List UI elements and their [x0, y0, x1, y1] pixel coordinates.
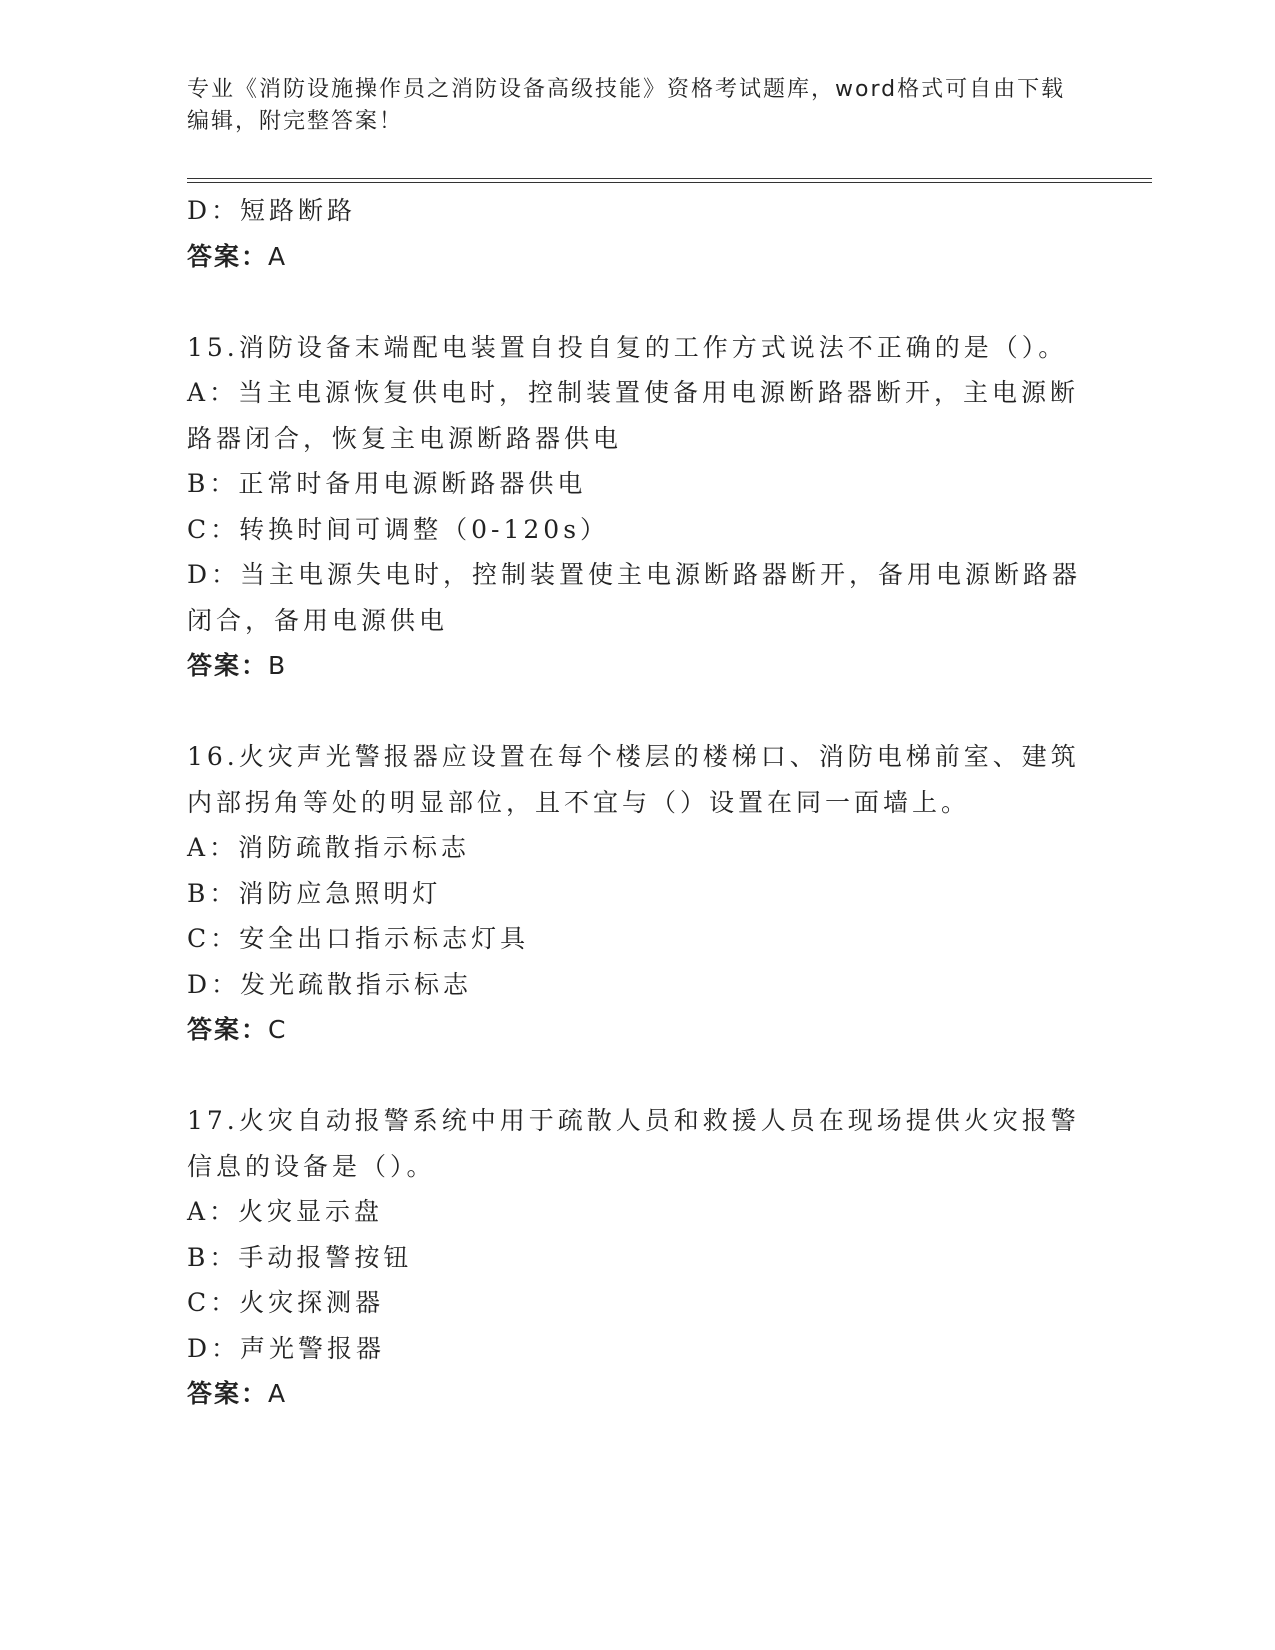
answer-label: 答案：	[187, 1379, 269, 1408]
answer-label: 答案：	[187, 241, 269, 271]
question-15	[187, 325, 1087, 689]
answer-value: B	[268, 651, 288, 680]
continued-option-d: D：短路断路	[187, 196, 357, 225]
question-option-c: C：转换时间可调整（0-120s）	[187, 514, 610, 544]
header-rule-top	[187, 178, 1152, 179]
continued-answer	[187, 234, 1087, 280]
answer-value: C	[268, 1015, 288, 1044]
question-answer	[187, 1007, 1087, 1053]
question-option-d: D：当主电源失电时，控制装置使主电源断路器断开，备用电源断路器闭合，备用电源供电	[187, 560, 1082, 635]
question-option-d: D：声光警报器	[187, 1333, 386, 1363]
question-answer	[187, 643, 1087, 689]
answer-label: 答案：	[187, 1015, 269, 1044]
spacer	[187, 689, 1087, 735]
question-stem: 16.火灾声光警报器应设置在每个楼层的楼梯口、消防电梯前室、建筑内部拐角等处的明显部位，且不宜与（）设置在同一面墙上。	[187, 742, 1080, 817]
question-option-c: C：安全出口指示标志灯具	[187, 924, 530, 953]
answer-value: A	[268, 1379, 288, 1408]
document-body	[187, 188, 1087, 1417]
question-17	[187, 1098, 1087, 1417]
document-header: 专业《消防设施操作员之消防设备高级技能》资格考试题库，word格式可自由下载编辑，附完整答案！	[187, 77, 1066, 134]
question-stem: 17.火灾自动报警系统中用于疏散人员和救援人员在现场提供火灾报警信息的设备是（）。	[187, 1106, 1080, 1181]
question-option-a: A：消防疏散指示标志	[187, 833, 471, 862]
question-option-b: B：正常时备用电源断路器供电	[187, 469, 587, 498]
question-option-a: A：当主电源恢复供电时，控制装置使备用电源断路器断开，主电源断路器闭合，恢复主电源断路器供电	[187, 378, 1080, 453]
question-answer	[187, 1371, 1087, 1417]
question-option-b: B：手动报警按钮	[187, 1242, 413, 1272]
answer-label: 答案：	[187, 651, 269, 680]
header-rule-bottom	[187, 182, 1152, 183]
spacer	[187, 1053, 1087, 1099]
question-stem: 15.消防设备末端配电装置自投自复的工作方式说法不正确的是（）。	[187, 332, 1068, 362]
question-option-d: D：发光疏散指示标志	[187, 969, 473, 999]
spacer	[187, 279, 1087, 325]
question-16	[187, 734, 1087, 1053]
question-option-a: A：火灾显示盘	[187, 1197, 384, 1226]
answer-value: A	[268, 241, 288, 271]
question-option-b: B：消防应急照明灯	[187, 878, 442, 908]
question-option-c: C：火灾探测器	[187, 1288, 385, 1317]
